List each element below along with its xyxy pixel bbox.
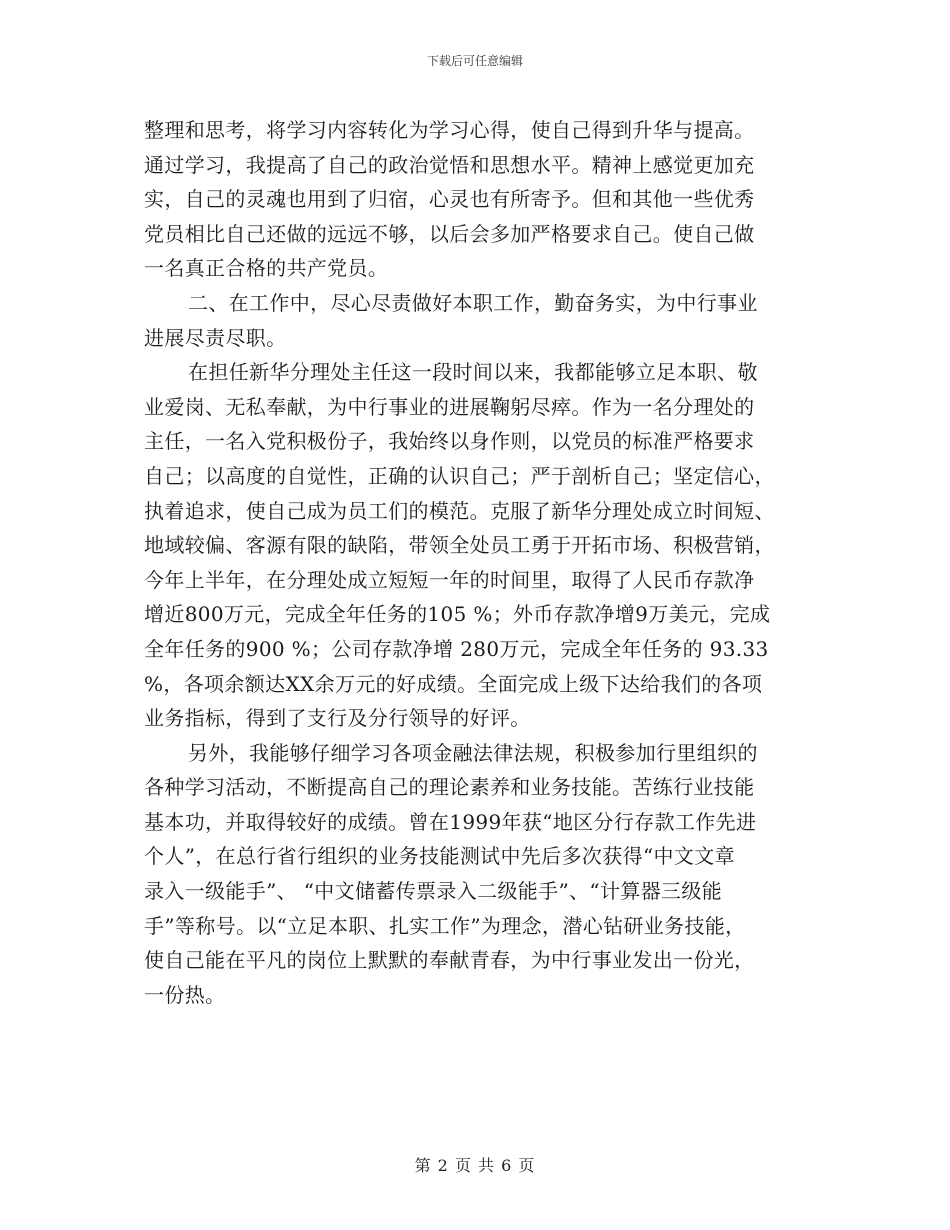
text-line: 录入一级能手”、 “中文储蓄传票录入二级能手”、“计算器三级能 — [144, 879, 723, 904]
section-heading-line: 进展尽责尽职。 — [144, 325, 287, 350]
text-line: 手”等称号。以“立足本职、扎实工作”为理念，潜心钻研业务技能， — [144, 913, 746, 938]
page-number-footer: 第 2 页 共 6 页 — [414, 1156, 536, 1175]
text-line: 党员相比自己还做的远远不够，以后会多加严格要求自己。使自己做 — [144, 221, 755, 246]
text-line: 基本功，并取得较好的成绩。曾在1999年获“地区分行存款工作先进 — [144, 809, 757, 834]
text-line: 业爱岗、无私奉献，为中行事业的进展鞠躬尽瘁。作为一名分理处的 — [144, 394, 755, 419]
text-line: 在担任新华分理处主任这一段时间以来，我都能够立足本职、敬 — [188, 360, 758, 385]
text-line: 业务指标，得到了支行及分行领导的好评。 — [144, 706, 531, 731]
text-line: 地域较偏、客源有限的缺陷，带领全处员工勇于开拓市场、积极营销， — [144, 533, 775, 558]
text-line: 各种学习活动，不断提高自己的理论素养和业务技能。苦练行业技能 — [144, 775, 755, 800]
text-line: 自己；以高度的自觉性，正确的认识自己；严于剖析自己；坚定信心， — [144, 463, 775, 488]
text-line: 整理和思考，将学习内容转化为学习心得，使自己得到升华与提高。 — [144, 118, 755, 142]
text-line: 执着追求，使自己成为员工们的模范。克服了新华分理处成立时间短、 — [144, 498, 775, 523]
section-heading-line: 二、在工作中，尽心尽责做好本职工作，勤奋务实，为中行事业 — [188, 290, 758, 315]
text-line: 实，自己的灵魂也用到了归宿，心灵也有所寄予。但和其他一些优秀 — [144, 187, 755, 212]
text-line: 另外，我能够仔细学习各项金融法律法规，积极参加行里组织的 — [188, 740, 758, 765]
text-line: 一份热。 — [144, 982, 226, 1007]
text-line: 个人”，在总行省行组织的业务技能测试中先后多次获得“中文文章 — [144, 844, 735, 869]
document-body — [144, 113, 808, 1012]
page-header-note: 下载后可任意编辑 — [426, 54, 523, 68]
text-line: 通过学习，我提高了自己的政治觉悟和思想水平。精神上感觉更加充 — [144, 152, 755, 177]
text-line: 全年任务的900 %；公司存款净增 280万元，完成全年任务的 93.33 — [144, 636, 769, 661]
text-line: 增近800万元，完成全年任务的105 %；外币存款净增9万美元，完成 — [144, 602, 771, 627]
text-line: 一名真正合格的共产党员。 — [144, 256, 389, 281]
text-line: 使自己能在平凡的岗位上默默的奉献青春，为中行事业发出一份光， — [144, 948, 755, 973]
text-line: 主任，一名入党积极份子，我始终以身作则，以党员的标准严格要求 — [144, 429, 755, 454]
text-line: %，各项余额达XX余万元的好成绩。全面完成上级下达给我们的各项 — [144, 671, 763, 696]
text-line: 今年上半年，在分理处成立短短一年的时间里，取得了人民币存款净 — [144, 567, 755, 592]
